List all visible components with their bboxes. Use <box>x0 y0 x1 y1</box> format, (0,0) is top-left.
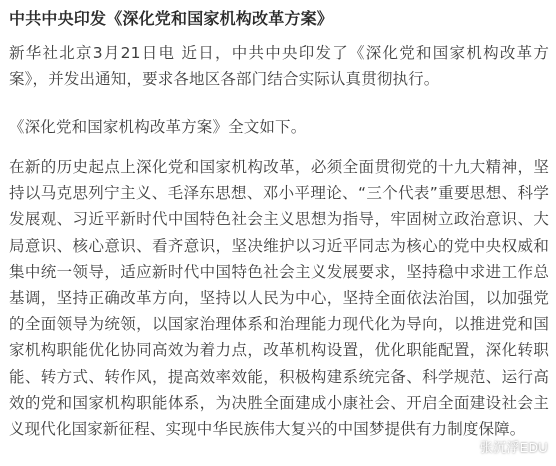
article-paragraph-body: 在新的历史起点上深化党和国家机构改革，必须全面贯彻党的十九大精神，坚持以马克思列宁主义、毛泽东思想、邓小平理论、“三个代表”重要思想、科学发展观、习近平新时代中国特色社会主义思想为指导，牢固树立政治意识、大局意识、核心意识、看齐意识，坚决维护以习近平同志为核心的党中央权威和集中统一领导，适应新时代中国特色社会主义发展要求，坚持稳中求进工作总基调，坚持正确改革方向，坚持以人民为中心，坚持全面依法治国，以加强党的全面领导为统领，以国家治理体系和治理能力现代化为导向，以推进党和国家机构职能优化协同高效为着力点，改革机构设置，优化职能配置，深化转职能、转方式、转作风，提高效率效能，积极构建系统完备、科学规范、运行高效的党和国家机构职能体系，为决胜全面建成小康社会、开启全面建设社会主义现代化国家新征程、实现中华民族伟大复兴的中国梦提供有力制度保障。 <box>9 158 549 439</box>
article-title: 中共中央印发《深化党和国家机构改革方案》 <box>9 9 334 28</box>
article-paragraph-fulltext-note: 《深化党和国家机构改革方案》全文如下。 <box>9 118 307 136</box>
article-paragraph-intro: 新华社北京3月21日电 近日，中共中央印发了《深化党和国家机构改革方案》，并发出通知，要求各地区各部门结合实际认真贯彻执行。 <box>9 44 549 89</box>
wechat-icon <box>449 436 475 456</box>
watermark <box>449 436 548 456</box>
watermark-text: 张沉浮EDU <box>479 439 548 455</box>
